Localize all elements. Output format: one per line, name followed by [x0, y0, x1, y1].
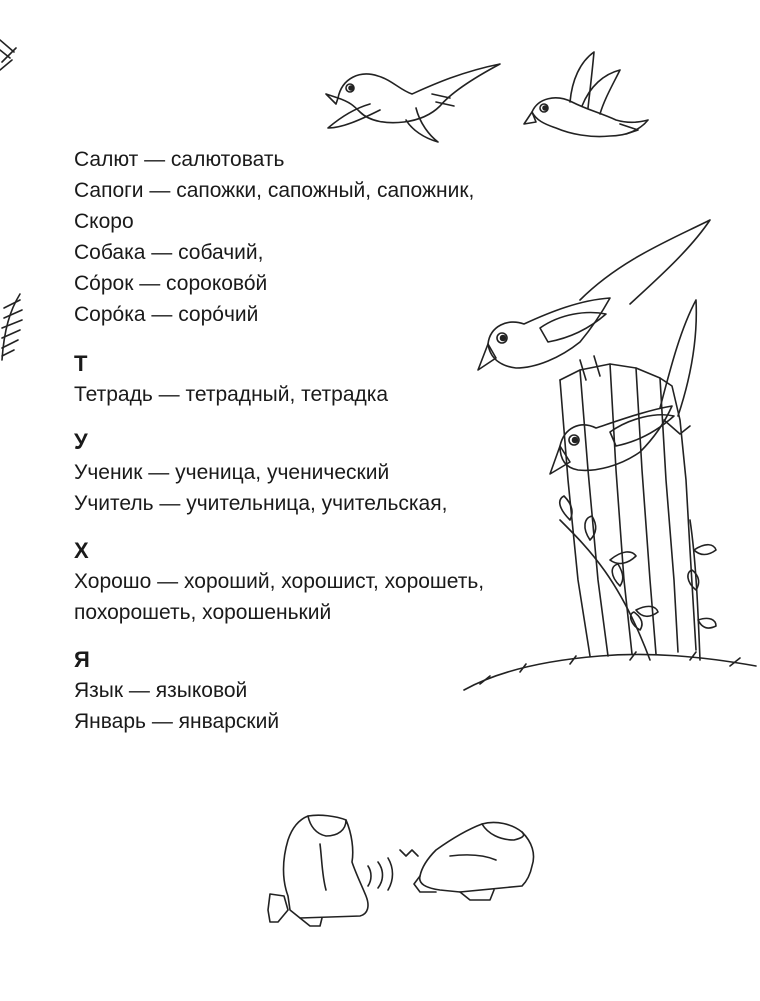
dancing-boots-icon	[260, 810, 550, 930]
section-letter: Х	[74, 538, 89, 563]
section-letter: У	[74, 429, 88, 454]
section-letter: Т	[74, 351, 88, 376]
word-line: Учитель — учительница, учительская,	[74, 492, 448, 515]
word-line: Ученик — ученица, ученический	[74, 461, 390, 484]
section-t	[74, 348, 594, 410]
feather-fragment-icon	[0, 290, 30, 370]
section-s	[74, 144, 594, 330]
word-line: Салют — салютовать	[74, 148, 285, 171]
word-list	[74, 144, 594, 737]
word-line: Собака — собачий,	[74, 241, 264, 264]
word-line: Язык — языковой	[74, 679, 248, 702]
word-line: Тетрадь — тетрадный, тетрадка	[74, 383, 389, 406]
section-kh	[74, 535, 594, 628]
section-ya	[74, 644, 594, 737]
word-line: Соро́ка — соро́чий	[74, 303, 259, 326]
word-line: Скоро	[74, 210, 134, 233]
word-line: Сапоги — сапожки, сапожный, сапожник,	[74, 179, 475, 202]
section-letter: Я	[74, 647, 90, 672]
leaf-fragment-icon	[0, 30, 30, 90]
word-line: похорошеть, хорошенький	[74, 601, 332, 624]
word-line: Со́рок — сороково́й	[74, 272, 268, 295]
word-line: Хорошо — хороший, хорошист, хорошеть,	[74, 570, 485, 593]
word-line: Январь — январский	[74, 710, 280, 733]
section-u	[74, 426, 594, 519]
